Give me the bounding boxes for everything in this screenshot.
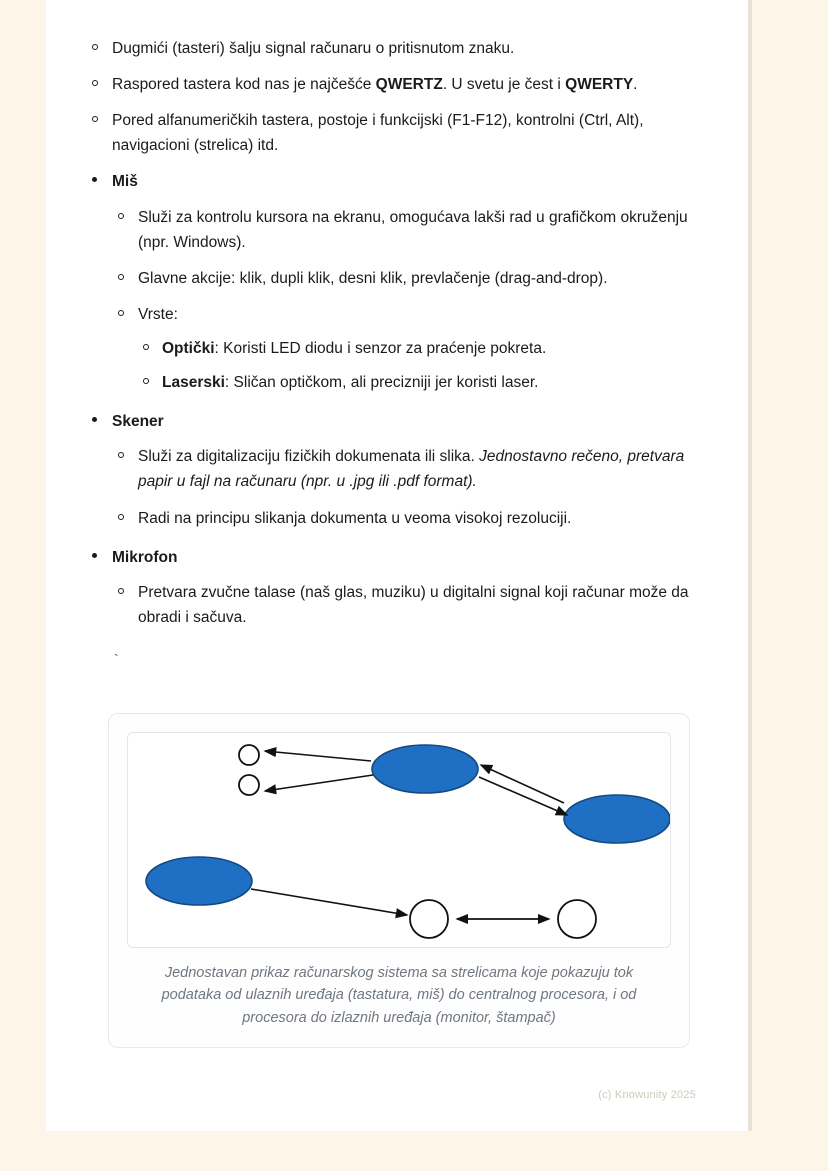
- topic-title: Skener: [112, 413, 164, 431]
- list-bullet: [118, 452, 124, 458]
- page-edge: [748, 0, 752, 1131]
- text-fragment-bold: QWERTZ: [375, 76, 443, 94]
- stray-backtick: `: [114, 650, 119, 667]
- document-page: [46, 0, 752, 1131]
- list-item: [112, 506, 712, 531]
- figure-caption: Jednostavan prikaz računarskog sistema sa strelicama koje pokazuju tok podataka od ulaznih uređaja (tastatura, miš) do centralnog procesora, i od procesora do izlaznih uređaja (monitor, štampač): [161, 964, 637, 1026]
- list-item: [86, 108, 712, 158]
- text-fragment-bold: QWERTY: [565, 76, 634, 94]
- list-item: [112, 205, 712, 255]
- node-empty-3: [410, 900, 448, 938]
- text-fragment: : Sličan optičkom, ali precizniji jer koristi laser.: [224, 374, 539, 392]
- topic-mikrofon: [86, 545, 712, 630]
- node-filled-top: [372, 745, 478, 793]
- text-fragment: Raspored tastera kod nas je najčešće: [112, 76, 376, 94]
- list-item: [112, 266, 712, 291]
- list-bullet: [92, 417, 97, 422]
- list-bullet: [118, 213, 124, 219]
- list-item: [112, 302, 712, 395]
- topic-mikrofon-items: [112, 580, 712, 630]
- text-fragment: : Koristi LED diodu i senzor za praćenje pokreta.: [214, 339, 547, 357]
- computer-system-diagram: [128, 733, 670, 947]
- list-item: [138, 336, 712, 361]
- list-item-text: Glavne akcije: klik, dupli klik, desni klik, prevlačenje (drag-and-drop).: [138, 269, 608, 287]
- node-empty-2: [239, 775, 259, 795]
- list-item: [138, 370, 712, 395]
- list-item-text: [138, 448, 684, 490]
- text-fragment: .: [633, 76, 638, 94]
- topic-mis: [86, 169, 712, 395]
- document-content: [86, 36, 712, 1048]
- list-item-text: Radi na principu slikanja dokumenta u veoma visokoj rezoluciji.: [138, 509, 572, 527]
- node-empty-4: [558, 900, 596, 938]
- node-empty-1: [239, 745, 259, 765]
- text-fragment-italic: Jednostavno rečeno, pretvara papir u fajl na računaru (npr. u .jpg ili .pdf format).: [138, 448, 685, 491]
- list-item-text: Pored alfanumeričkih tastera, postoje i funkcijski (F1-F12), kontrolni (Ctrl, Alt), navigacioni (strelica) itd.: [112, 112, 644, 155]
- list-top-sub: [86, 36, 712, 158]
- topic-title: Miš: [112, 173, 138, 191]
- arrow-5: [251, 889, 407, 915]
- topic-title: Mikrofon: [112, 548, 178, 566]
- list-bullet: [118, 588, 124, 594]
- list-item: [86, 72, 712, 97]
- topic-skener: [86, 409, 712, 530]
- list-item-text: Služi za kontrolu kursora na ekranu, omogućava lakši rad u grafičkom okruženju (npr. Windows).: [138, 208, 688, 251]
- list-item-text: Pretvara zvučne talase (naš glas, muziku) u digitalni signal koji računar može da obradi i sačuva.: [138, 583, 689, 626]
- node-filled-left: [146, 857, 252, 905]
- arrow-2: [265, 775, 373, 791]
- node-filled-right: [564, 795, 670, 843]
- list-bullet: [92, 80, 98, 86]
- list-bullet: [118, 310, 124, 316]
- text-fragment-bold: Laserski: [162, 374, 225, 392]
- arrow-1: [265, 751, 371, 761]
- list-bullet: [143, 378, 149, 384]
- list-item-text: Vrste:: [138, 305, 178, 323]
- list-bullet: [92, 116, 98, 122]
- list-bullet: [118, 274, 124, 280]
- arrow-4: [479, 777, 567, 815]
- mouse-types-list: [138, 336, 712, 395]
- figure-image: [127, 732, 671, 948]
- topic-skener-items: [112, 444, 712, 530]
- topic-mis-items: [112, 205, 712, 396]
- list-item: [86, 36, 712, 61]
- text-fragment-bold: Optički: [162, 339, 215, 357]
- list-bullet: [92, 177, 97, 182]
- text-fragment: Služi za digitalizaciju fizičkih dokumenata ili slika.: [138, 448, 480, 466]
- list-item: [112, 580, 712, 630]
- text-fragment: . U svetu je čest i: [442, 76, 566, 94]
- list-item-text: Dugmići (tasteri) šalju signal računaru o pritisnutom znaku.: [112, 40, 515, 57]
- list-bullet: [92, 553, 97, 558]
- list-topics: [86, 169, 712, 630]
- list-item-text: [112, 76, 637, 93]
- figure-block: [108, 713, 690, 1048]
- list-bullet: [92, 44, 98, 50]
- footer-copyright: (c) Knowunity 2025: [598, 1089, 696, 1101]
- list-bullet: [118, 514, 124, 520]
- list-bullet: [143, 344, 149, 350]
- list-item: [112, 444, 712, 494]
